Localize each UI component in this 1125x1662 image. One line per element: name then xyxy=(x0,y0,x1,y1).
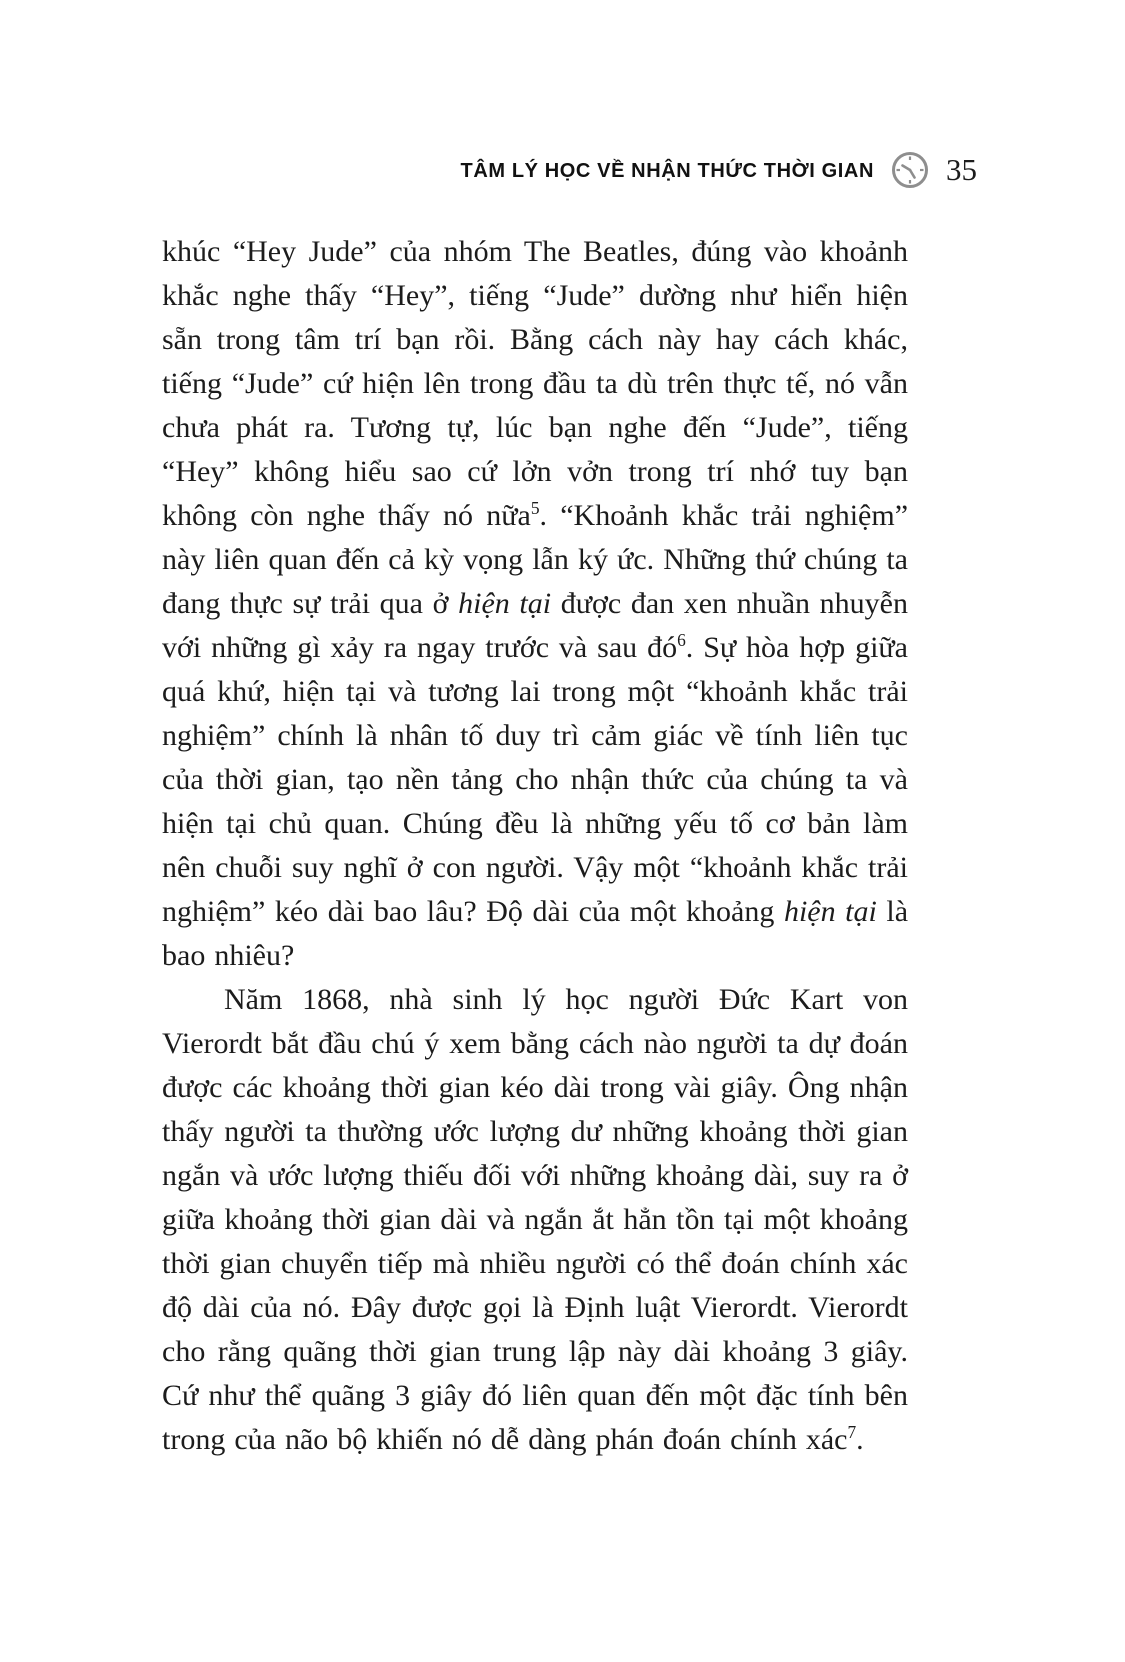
page-number: 35 xyxy=(946,152,977,187)
paragraph-2: Năm 1868, nhà sinh lý học người Đức Kart von Vierordt bắt đầu chú ý xem bằng cách nào người ta dự đoán được các khoảng thời gian kéo dài trong vài giây. Ông nhận thấy người ta thường ước lượng dư những khoảng thời gian ngắn và ước lượng thiếu đối với những khoảng dài, suy ra ở giữa khoảng thời gian dài và ngắn ắt hẳn tồn tại một khoảng thời gian chuyển tiếp mà nhiều người có thể đoán chính xác độ dài của nó. Đây được gọi là Định luật Vierordt. Vierordt cho rằng quãng thời gian trung lập này dài khoảng 3 giây. Cứ như thể quãng 3 giây đó liên quan đến một đặc tính bên trong của não bộ khiến nó dễ dàng phán đoán chính xác$^7$. xyxy=(162,983,908,1456)
paragraph-1: khúc “Hey Jude” của nhóm The Beatles, đúng vào khoảnh khắc nghe thấy “Hey”, tiếng “Jude” dường như hiển hiện sẵn trong tâm trí bạn rồi. Bằng cách này hay cách khác, tiếng “Jude” cứ hiện lên trong đầu ta dù trên thực tế, nó vẫn chưa phát ra. Tương tự, lúc bạn nghe đến “Jude”, tiếng “Hey” không hiểu sao cứ lởn vởn trong trí nhớ tuy bạn không còn nghe thấy nó nữa$^5$. “Khoảnh khắc trải nghiệm” này liên quan đến cả kỳ vọng lẫn ký ức. Những thứ chúng ta đang thực sự trải qua ở hiện tại được đan xen nhuần nhuyễn với những gì xảy ra ngay trước và sau $đó^6$. Sự hòa hợp giữa quá khứ, hiện tại và tương lai trong một “khoảnh khắc trải nghiệm” chính là nhân tố duy trì cảm giác về tính liên tục của thời gian, tạo nền tảng cho nhận thức của chúng ta và hiện tại chủ quan. Chúng đều là những yếu tố cơ bản làm nên chuỗi suy nghĩ ở con người. Vậy một “khoảnh khắc trải nghiệm” kéo dài bao lâu? Độ dài của một khoảng hiện tại là bao nhiêu? xyxy=(162,235,909,972)
running-head-title: TÂM LÝ HỌC VỀ NHẬN THỨC THỜI GIAN xyxy=(460,159,874,182)
page-header xyxy=(461,150,977,190)
clock-icon xyxy=(890,150,930,190)
body-text-block xyxy=(162,230,908,1462)
